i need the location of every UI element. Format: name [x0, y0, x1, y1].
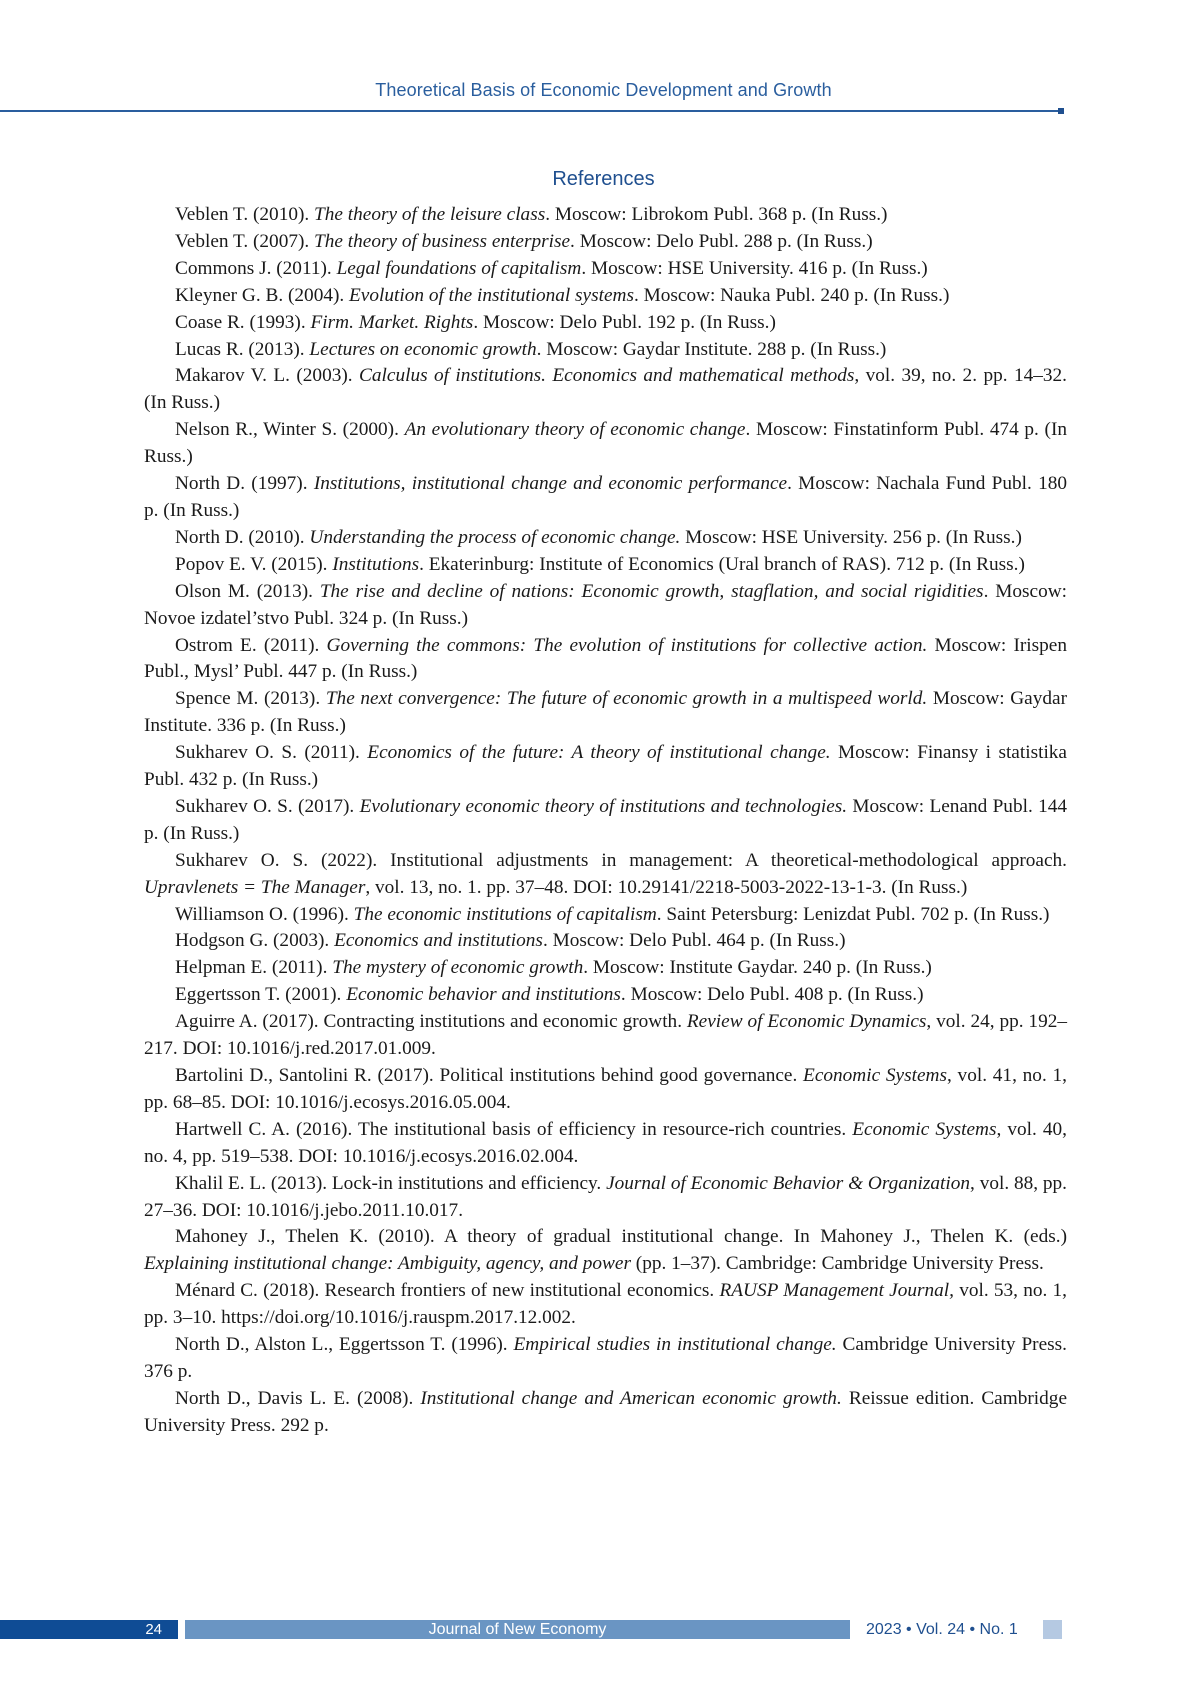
reference-text: Reissue edition. Cambridge University Press. 292 p. [144, 1387, 1067, 1436]
reference-title: The economic institutions of capitalism [353, 903, 657, 925]
reference-text: North D., Alston L., Eggertsson T. (1996). [175, 1334, 514, 1356]
reference-text: Eggertsson T. (2001). [175, 984, 347, 1006]
reference-title: Evolution of the institutional systems [349, 284, 634, 306]
reference-entry [144, 363, 1067, 417]
reference-entry [144, 417, 1067, 471]
running-head: Theoretical Basis of Economic Development and Growth [375, 80, 832, 100]
reference-text: Veblen T. (2007). [175, 230, 315, 252]
reference-text: Veblen T. (2010). [175, 204, 315, 225]
reference-text: Lucas R. (2013). [175, 338, 310, 360]
header-rule-end [1058, 108, 1064, 114]
reference-text: Ménard C. (2018). Research frontiers of new institutional economics. [175, 1280, 720, 1302]
reference-entry [144, 686, 1067, 740]
reference-text: Hodgson G. (2003). [175, 930, 335, 952]
reference-entry [144, 902, 1067, 929]
reference-text: . Moscow: Institute Gaydar. 240 p. (In Russ.) [583, 957, 932, 979]
reference-title: Institutions [332, 553, 420, 575]
reference-title: Upravlenets = The Manager [144, 876, 366, 898]
reference-title: Explaining institutional change: Ambiguity, agency, and power [144, 1253, 631, 1275]
reference-title: Economics and institutions [334, 930, 543, 952]
reference-title: Economic Systems [803, 1065, 947, 1086]
reference-entry [144, 1171, 1067, 1225]
reference-entry [144, 740, 1067, 794]
reference-text: Moscow: Gaydar Institute. 336 p. (In Russ.) [144, 688, 1067, 737]
issue-info: 2023 • Vol. 24 • No. 1 [866, 1621, 1018, 1638]
reference-text: . Moscow: Finstatinform Publ. 474 p. (In Russ.) [144, 419, 1068, 468]
reference-entry [144, 982, 1067, 1009]
reference-text: Moscow: HSE University. 256 p. (In Russ.) [680, 526, 1022, 548]
reference-entry [144, 283, 1067, 310]
reference-title: Review of Economic Dynamics [686, 1011, 927, 1033]
reference-text: , vol. 88, pp. 27–36. DOI: 10.1016/j.jebo.2011.10.017. [144, 1172, 1067, 1221]
reference-text: , vol. 41, no. 1, pp. 68–85. DOI: 10.1016/j.ecosys.2016.05.004. [144, 1065, 1067, 1113]
reference-title: The rise and decline of nations: Economic growth, stagflation, and social rigidities [319, 580, 984, 602]
reference-title: Lectures on economic growth [309, 338, 537, 360]
reference-title: Firm. Market. Rights [310, 311, 474, 333]
reference-text: Moscow: Lenand Publ. 144 p. (In Russ.) [144, 795, 1067, 844]
reference-text: , vol. 39, no. 2. pp. 14–32. (In Russ.) [144, 365, 1067, 414]
reference-text: . Moscow: Librokom Publ. 368 p. (In Russ.) [545, 204, 888, 225]
reference-text: Popov E. V. (2015). [175, 553, 333, 575]
reference-entry [144, 310, 1067, 337]
reference-text: . Moscow: Delo Publ. 464 p. (In Russ.) [542, 930, 846, 952]
reference-text: . Moscow: Gaydar Institute. 288 p. (In Russ.) [536, 338, 887, 360]
reference-entry [144, 1386, 1067, 1440]
reference-text: Sukharev O. S. (2017). [175, 795, 360, 817]
reference-title: RAUSP Management Journal, [719, 1280, 954, 1302]
reference-text: . Ekaterinburg: Institute of Economics (Ural branch of RAS). 712 p. (In Russ.) [419, 553, 1025, 575]
reference-title: Empirical studies in institutional change. [513, 1334, 837, 1356]
reference-text: Spence M. (2013). [175, 688, 326, 710]
reference-title: The next convergence: The future of economic growth in a multispeed world. [325, 688, 928, 710]
reference-text: Kleyner G. B. (2004). [175, 284, 350, 306]
reference-text: Khalil E. L. (2013). Lock-in institutions and efficiency. [175, 1172, 607, 1194]
reference-text: Olson M. (2013). [175, 580, 320, 602]
reference-text: . Moscow: Delo Publ. 288 p. (In Russ.) [570, 230, 873, 252]
reference-text: (pp. 1–37). Cambridge: Cambridge University Press. [630, 1253, 1044, 1275]
reference-text: North D. (2010). [175, 526, 310, 548]
reference-text: vol. 53, no. 1, pp. 3–10. https://doi.org/10.1016/j.rauspm.2017.12.002. [144, 1280, 1068, 1329]
reference-title: Journal of Economic Behavior & Organization [606, 1172, 971, 1194]
reference-title: An evolutionary theory of economic change [404, 419, 746, 441]
reference-title: Institutions, institutional change and economic performance [313, 473, 788, 495]
reference-text: , vol. 24, pp. 192–217. DOI: 10.1016/j.red.2017.01.009. [144, 1011, 1067, 1060]
reference-text: . Moscow: Delo Publ. 192 p. (In Russ.) [473, 311, 776, 333]
header-rule [0, 110, 1060, 112]
reference-entry [144, 1117, 1067, 1171]
reference-text: Bartolini D., Santolini R. (2017). Political institutions behind good governance. [175, 1065, 804, 1086]
reference-entry [144, 525, 1067, 552]
reference-text: Helpman E. (2011). [175, 957, 333, 979]
reference-entry [144, 1278, 1067, 1332]
reference-title: Governing the commons: The evolution of institutions for collective action. [326, 634, 928, 656]
section-title: References [552, 168, 655, 190]
reference-entry [144, 552, 1067, 579]
reference-entry [144, 633, 1067, 687]
reference-text: . Moscow: Novoe izdatel’stvo Publ. 324 p. (In Russ.) [144, 580, 1068, 629]
reference-text: Moscow: Finansy i statistika Publ. 432 p. (In Russ.) [144, 742, 1067, 791]
reference-text: Coase R. (1993). [175, 311, 311, 333]
reference-text: . Moscow: Delo Publ. 408 p. (In Russ.) [620, 984, 924, 1006]
reference-text: North D., Davis L. E. (2008). [175, 1387, 421, 1409]
reference-entry [144, 1009, 1067, 1063]
reference-title: Understanding the process of economic change. [309, 526, 681, 548]
reference-entry [144, 848, 1067, 902]
reference-text: Makarov V. L. (2003). [175, 365, 360, 387]
reference-title: The mystery of economic growth [332, 957, 584, 979]
reference-title: Economic Systems [852, 1118, 997, 1140]
reference-text: Sukharev O. S. (2011). [175, 742, 368, 764]
reference-entry [144, 1332, 1067, 1386]
reference-entry [144, 337, 1067, 364]
reference-text: Hartwell C. A. (2016). The institutional basis of efficiency in resource-rich countries. [175, 1118, 853, 1140]
footer-square [1043, 1620, 1062, 1639]
reference-entry [144, 1224, 1067, 1278]
reference-entry [144, 471, 1067, 525]
reference-text: Aguirre A. (2017). Contracting institutions and economic growth. [175, 1011, 687, 1033]
reference-entry [144, 256, 1067, 283]
reference-text: North D. (1997). [175, 473, 314, 495]
reference-entry [144, 955, 1067, 982]
reference-text: . Saint Petersburg: Lenizdat Publ. 702 p. (In Russ.) [656, 903, 1050, 925]
reference-entry [144, 1063, 1067, 1117]
reference-entry [144, 928, 1067, 955]
reference-text: . Moscow: Nachala Fund Publ. 180 p. (In Russ.) [144, 473, 1068, 521]
reference-entry [144, 794, 1067, 848]
reference-text: , vol. 40, no. 4, pp. 519–538. DOI: 10.1016/j.ecosys.2016.02.004. [144, 1118, 1067, 1167]
reference-entry [144, 579, 1067, 633]
reference-text: Mahoney J., Thelen K. (2010). A theory of gradual institutional change. In Mahoney J., Thelen K. (eds.) [175, 1226, 1067, 1248]
reference-text: . Moscow: HSE University. 416 p. (In Russ.) [581, 257, 928, 279]
reference-text: Commons J. (2011). [175, 257, 337, 279]
reference-title: The theory of the leisure class [314, 204, 546, 225]
reference-text: Moscow: Irispen Publ., Mysl’ Publ. 447 p. (In Russ.) [144, 634, 1067, 683]
reference-entry [144, 202, 1067, 229]
reference-title: Economic behavior and institutions [346, 984, 621, 1006]
page-footer [0, 1620, 1200, 1639]
reference-text: Ostrom E. (2011). [175, 634, 327, 656]
journal-name: Journal of New Economy [185, 1620, 850, 1639]
page-number: 24 [0, 1620, 178, 1639]
reference-text: , vol. 13, no. 1. pp. 37–48. DOI: 10.29141/2218-5003-2022-13-1-3. (In Russ.) [365, 876, 968, 898]
reference-title: Legal foundations of capitalism [336, 257, 582, 279]
reference-text: . Moscow: Nauka Publ. 240 p. (In Russ.) [633, 284, 950, 306]
reference-title: Evolutionary economic theory of institutions and technologies. [359, 795, 848, 817]
reference-title: The theory of business enterprise [314, 230, 571, 252]
reference-text: Sukharev O. S. (2022). Institutional adjustments in management: A theoretical-methodological approach. [175, 849, 1067, 871]
reference-title: Economics of the future: A theory of institutional change. [367, 742, 831, 764]
reference-text: Cambridge University Press. 376 p. [144, 1334, 1067, 1382]
reference-text: Williamson O. (1996). [175, 903, 354, 925]
reference-title: Calculus of institutions. Economics and mathematical methods [359, 365, 855, 387]
reference-text: Nelson R., Winter S. (2000). [175, 419, 405, 441]
reference-entry [144, 229, 1067, 256]
reference-list [144, 202, 1067, 1440]
reference-title: Institutional change and American economic growth. [420, 1387, 842, 1409]
